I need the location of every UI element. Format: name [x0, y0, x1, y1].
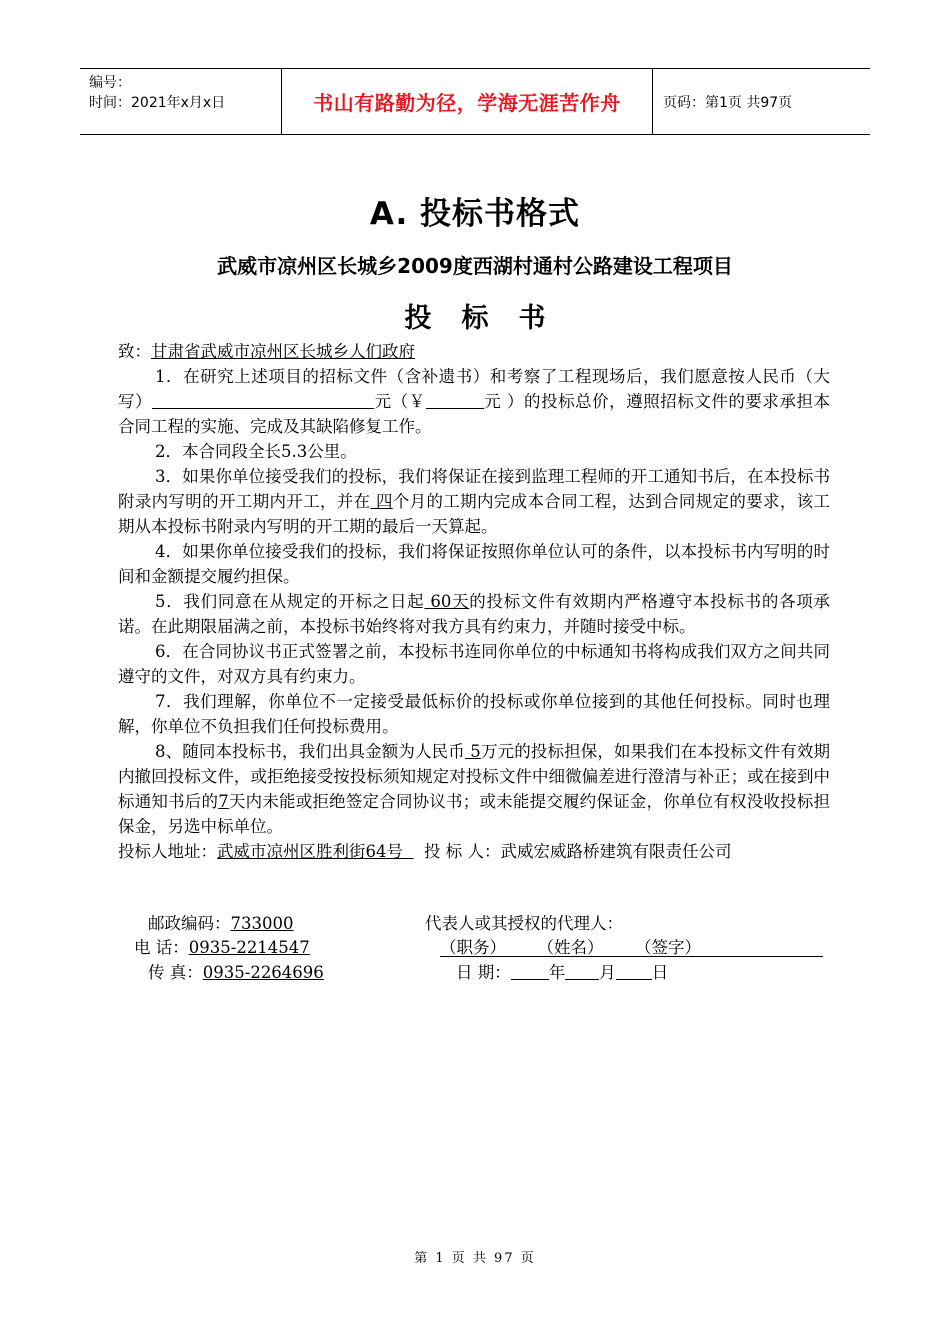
postcode-line: [148, 911, 357, 936]
month-label: 月: [599, 963, 616, 982]
project-title: 武威市凉州区长城乡2009度西湖村通村公路建设工程项目: [217, 254, 733, 278]
year-label: 年: [548, 963, 566, 982]
postcode-value: 733000: [230, 914, 294, 933]
address-line: [118, 839, 830, 864]
bidder-label: 投 标 人：: [424, 842, 501, 861]
section-title: A. 投标书格式: [369, 196, 581, 232]
fax-line: [148, 960, 343, 985]
p3-text-a: 3．如果你单位接受我们的投标，我们将保证在接到监理工程师的开工通知书后，在本投标书附录内写明的开工期内开工，并在: [118, 467, 830, 511]
address-label: 投标人地址：: [118, 842, 217, 861]
phone-value: 0935-2214547: [188, 938, 310, 957]
p8-amount: 5: [464, 742, 481, 761]
document-title: 投标书: [404, 303, 576, 334]
p1-text-b: 元（￥: [374, 392, 426, 411]
representative-label: 代表人或其授权的代理人：: [425, 914, 623, 933]
postcode-label: 邮政编码：: [148, 914, 231, 933]
header-table: [80, 68, 870, 135]
amount-words-blank: [152, 391, 374, 409]
paragraph-2: 2．本合同段全长5.3公里。: [155, 442, 357, 461]
paragraph-3: [118, 464, 830, 539]
paragraph-5: [118, 589, 830, 639]
bidder-address: 武威市凉州区胜利街64号: [217, 842, 403, 861]
fax-label: 传 真：: [148, 963, 203, 982]
date-line: [456, 960, 668, 985]
day-blank: [616, 962, 652, 980]
month-blank: [565, 962, 599, 980]
paragraph-7: 7．我们理解，你单位不一定接受最低标价的投标或你单位接到的其他任何投标。同时也理解，你单位不负担我们任何投标费用。: [118, 692, 830, 736]
phone-line: [134, 935, 329, 960]
header-page-info: 页码：第1页 共97页: [663, 94, 793, 111]
to-label: 致：: [118, 342, 151, 361]
p8-days: 7: [218, 792, 229, 811]
paragraph-1: [118, 364, 830, 439]
page-footer: 第 1 页 共 97 页: [414, 1251, 536, 1266]
year-blank: [511, 962, 549, 980]
position-label: （职务）: [440, 938, 506, 957]
p5-text-a: 5．我们同意在从规定的开标之日起: [155, 592, 425, 611]
phone-label: 电 话：: [134, 938, 189, 957]
date-label: 日 期：: [456, 963, 511, 982]
p3-months: 四: [370, 492, 393, 511]
paragraph-6: 6．在合同协议书正式签署之前，本投标书连同你单位的中标通知书将构成我们双方之间共同遵守的文件，对双方具有约束力。: [118, 642, 830, 686]
paragraph-4: 4．如果你单位接受我们的投标，我们将保证按照你单位认可的条件，以本投标书内写明的时间和金额提交履约担保。: [118, 542, 830, 586]
bidder-name: 武威宏威路桥建筑有限责任公司: [500, 842, 732, 861]
time-label: 时间：2021年x月x日: [89, 95, 226, 111]
header-motto: 书山有路勤为径，学海无涯苦作舟: [282, 69, 653, 134]
p5-text-b: 的投标文件有效期内严格遵守本投标书的各项承诺。在此期限届满之前，本投标书始终将对我方具有约束力，并随时接受中标。: [118, 592, 831, 636]
addressee-line: [118, 339, 830, 364]
representative-signature-line: [440, 935, 823, 957]
amount-figures-blank: [426, 391, 484, 409]
day-label: 日: [651, 963, 669, 982]
to-organization: 甘肃省武威市凉州区长城乡人们政府: [151, 342, 415, 361]
signature-label: （签字）: [634, 938, 701, 957]
p1-text-a: 1．在研究上述项目的招标文件（含补遗书）和考察了工程现场后，我们愿意按人民币（大写）: [118, 367, 830, 411]
p8-text-a: 8、随同本投标书，我们出具金额为人民币: [155, 742, 465, 761]
p3-text-b: 个月的工期内完成本合同工程，达到合同规定的要求，该工期从本投标书附录内写明的开工期的最后一天算起。: [118, 492, 831, 536]
p8-text-c: 天内未能或拒绝签定合同协议书；或未能提交履约保证金，你单位有权没收投标担保金，另选中标单位。: [118, 792, 831, 836]
letter-body: [118, 339, 830, 864]
name-label: （姓名）: [537, 938, 604, 957]
fax-value: 0935-2264696: [202, 963, 324, 982]
p8-text-b: 万元的投标担保，如果我们在本投标文件有效期内撤回投标文件，或拒绝接受按投标须知规定对投标文件中细微偏差进行澄清与补正；或在接到中标通知书后的: [118, 742, 831, 811]
p1-text-c: 元 ）的投标总价，遵照招标文件的要求承担本合同工程的实施、完成及其缺陷修复工作。: [118, 392, 831, 436]
p5-days: 60天: [424, 592, 470, 611]
header-meta: [80, 69, 282, 134]
paragraph-8: [118, 739, 830, 839]
number-label: 编号：: [89, 75, 131, 91]
